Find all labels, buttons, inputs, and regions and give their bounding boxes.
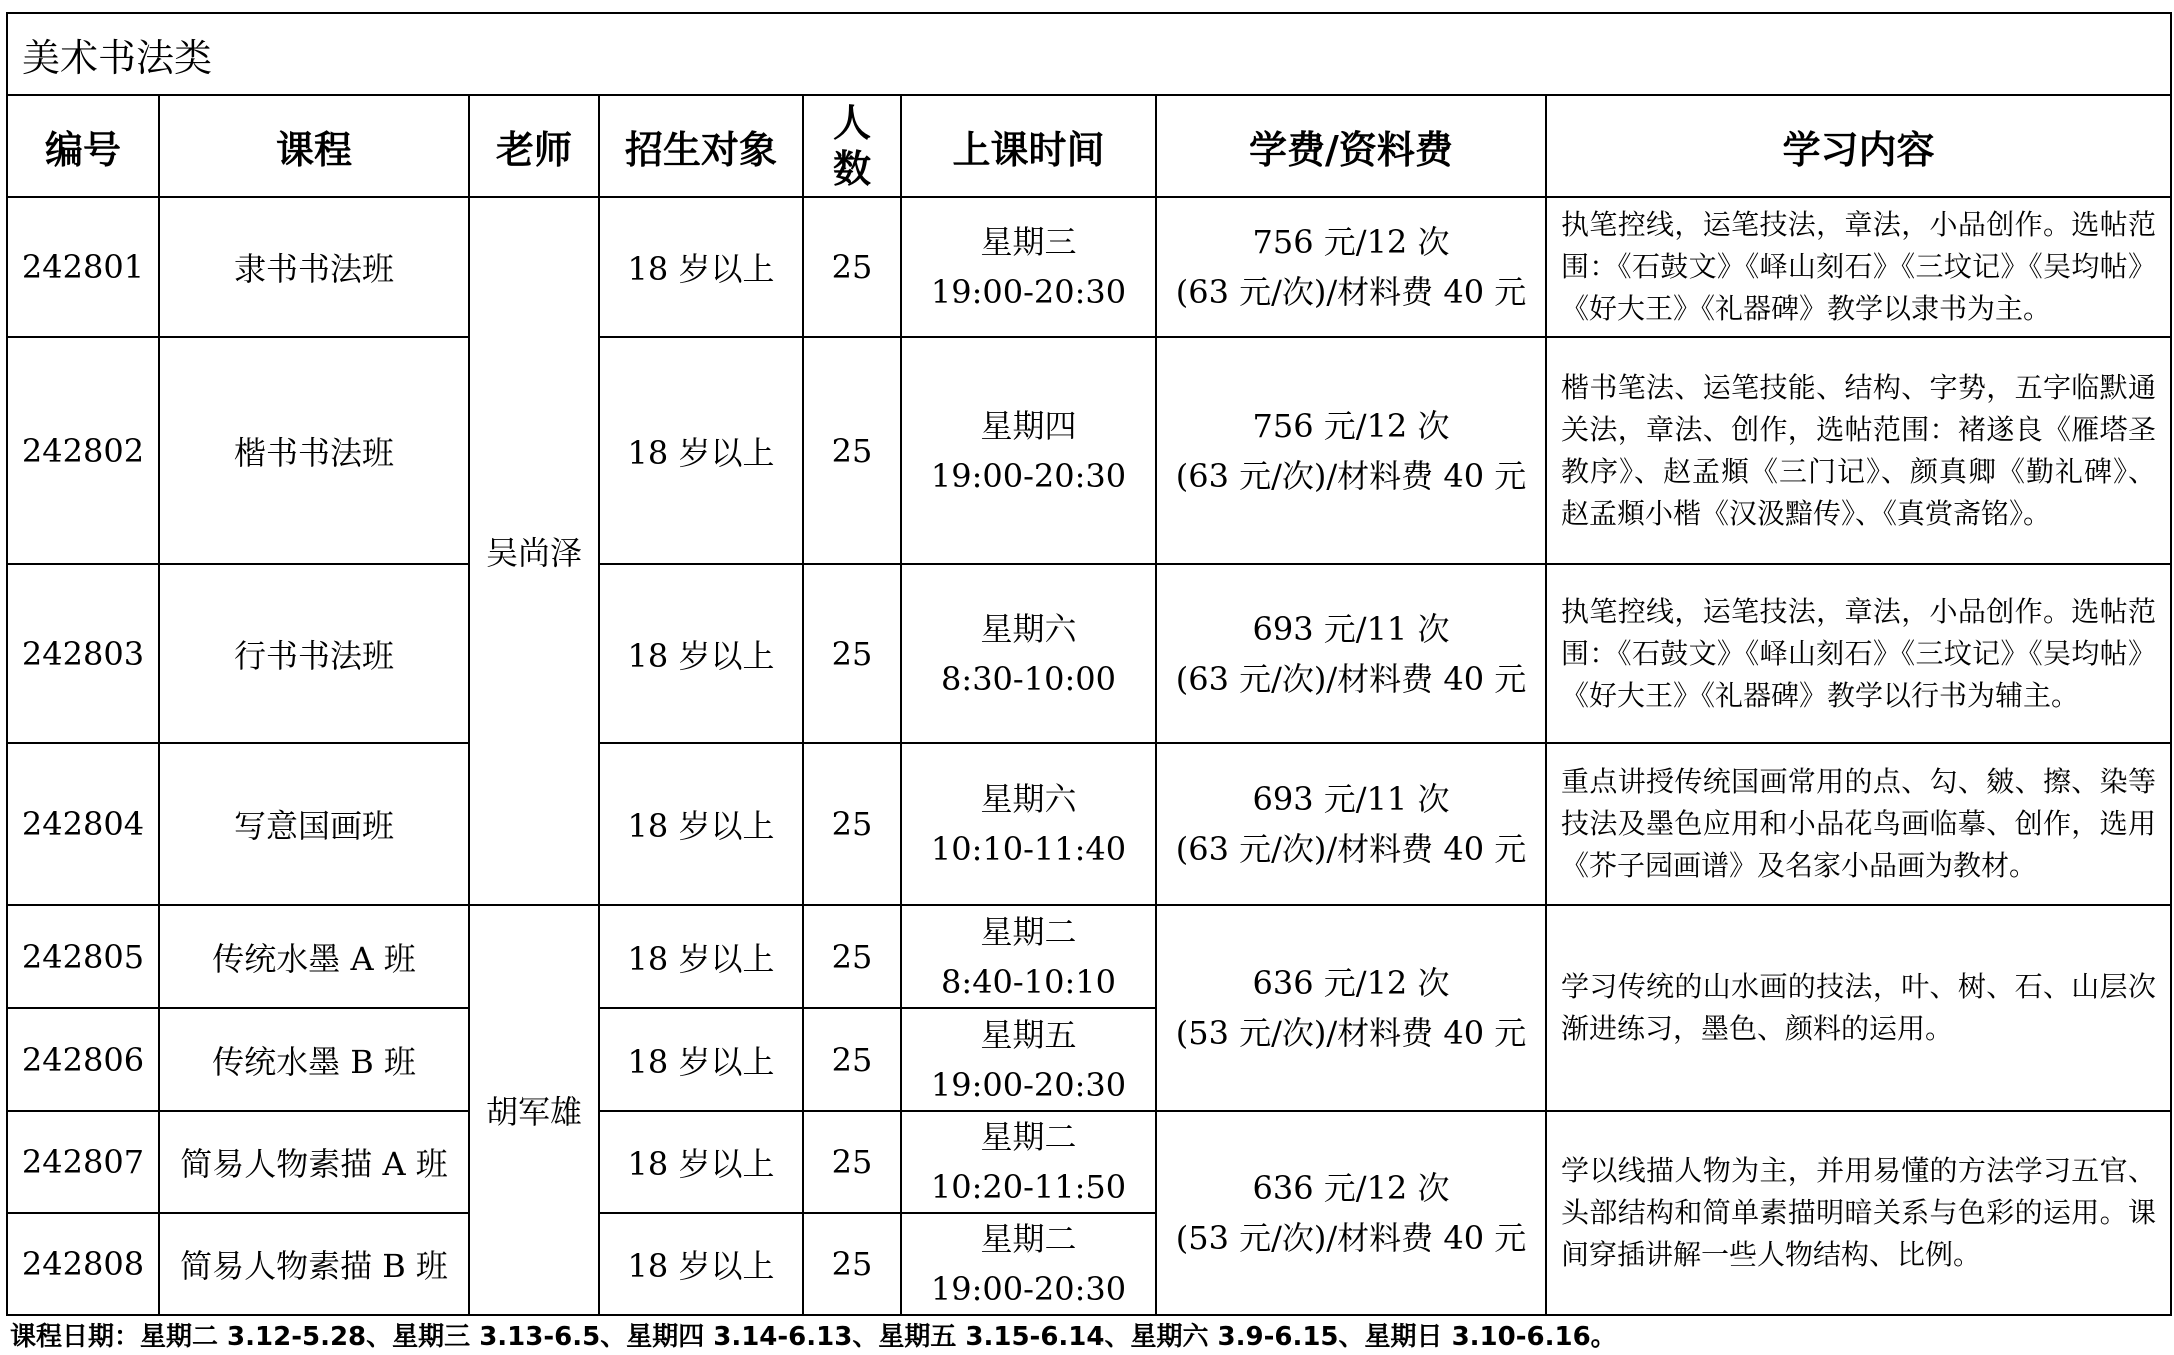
course-name: 简易人物素描 B 班	[159, 1213, 469, 1315]
course-name: 行书书法班	[159, 564, 469, 743]
header-teacher: 老师	[469, 95, 599, 197]
fee-total: 756 元/12 次	[1252, 223, 1450, 261]
class-hours: 19:00-20:30	[930, 1270, 1127, 1308]
course-name: 楷书书法班	[159, 337, 469, 564]
enroll-target: 18 岁以上	[599, 197, 803, 337]
class-day: 星期二	[980, 912, 1077, 951]
enroll-target: 18 岁以上	[599, 1008, 803, 1111]
table-row	[7, 743, 2171, 905]
header-count	[803, 95, 901, 197]
course-code: 242804	[7, 743, 159, 905]
enroll-target: 18 岁以上	[599, 1213, 803, 1315]
enroll-count: 25	[803, 564, 901, 743]
header-count-line1: 人	[832, 101, 871, 145]
course-sheet	[6, 12, 2170, 1316]
class-day: 星期二	[980, 1220, 1077, 1258]
enroll-target: 18 岁以上	[599, 337, 803, 564]
study-content: 学以线描人物为主，并用易懂的方法学习五官、头部结构和简单素描明暗关系与色彩的运用。课间穿插讲解一些人物结构、比例。	[1546, 1111, 2171, 1315]
enroll-count: 25	[803, 197, 901, 337]
study-content: 学习传统的山水画的技法，叶、树、石、山层次渐进练习，墨色、颜料的运用。	[1546, 905, 2171, 1111]
fee-cell	[1156, 564, 1546, 743]
enroll-count: 25	[803, 905, 901, 1008]
teacher-name: 胡军雄	[469, 905, 599, 1315]
fee-cell	[1156, 1111, 1546, 1315]
enroll-count: 25	[803, 337, 901, 564]
course-code: 242803	[7, 564, 159, 743]
course-name: 隶书书法班	[159, 197, 469, 337]
fee-cell	[1156, 743, 1546, 905]
enroll-count: 25	[803, 743, 901, 905]
enroll-count: 25	[803, 1111, 901, 1213]
header-content: 学习内容	[1546, 95, 2171, 197]
fee-detail: (53 元/次)/材料费 40 元	[1175, 1014, 1527, 1052]
class-hours: 19:00-20:30	[930, 273, 1127, 311]
fee-cell	[1156, 197, 1546, 337]
header-code: 编号	[7, 95, 159, 197]
fee-total: 636 元/12 次	[1252, 964, 1450, 1002]
header-course: 课程	[159, 95, 469, 197]
class-time	[901, 197, 1156, 337]
fee-cell	[1156, 337, 1546, 564]
study-content: 重点讲授传统国画常用的点、勾、皴、擦、染等技法及墨色应用和小品花鸟画临摹、创作，选用《芥子园画谱》及名家小品画为教材。	[1546, 743, 2171, 905]
header-target: 招生对象	[599, 95, 803, 197]
fee-total: 636 元/12 次	[1252, 1169, 1450, 1207]
enroll-target: 18 岁以上	[599, 564, 803, 743]
course-code: 242808	[7, 1213, 159, 1315]
table-row	[7, 1111, 2171, 1213]
fee-detail: (63 元/次)/材料费 40 元	[1175, 456, 1527, 495]
table-row	[7, 564, 2171, 743]
enroll-count: 25	[803, 1213, 901, 1315]
class-day: 星期二	[980, 1118, 1077, 1156]
class-hours: 19:00-20:30	[930, 1065, 1127, 1104]
fee-detail: (63 元/次)/材料费 40 元	[1175, 659, 1527, 698]
course-name: 传统水墨 B 班	[159, 1008, 469, 1111]
table-row	[7, 197, 2171, 337]
class-day: 星期四	[980, 406, 1077, 445]
class-time	[901, 337, 1156, 564]
course-dates-note: 课程日期：星期二 3.12-5.28、星期三 3.13-6.5、星期四 3.14-6.13、星期五 3.15-6.14、星期六 3.9-6.15、星期日 3.10-6.16。	[10, 1322, 1617, 1352]
class-time	[901, 1213, 1156, 1315]
course-table	[6, 12, 2172, 1316]
class-hours: 8:40-10:10	[941, 962, 1116, 1001]
fee-detail: (63 元/次)/材料费 40 元	[1175, 830, 1527, 868]
table-row	[7, 337, 2171, 564]
class-day: 星期六	[980, 609, 1077, 648]
fee-detail: (53 元/次)/材料费 40 元	[1175, 1219, 1527, 1257]
class-hours: 10:20-11:50	[930, 1168, 1127, 1206]
fee-cell	[1156, 905, 1546, 1111]
class-hours: 19:00-20:30	[930, 456, 1127, 495]
fee-total: 693 元/11 次	[1252, 780, 1450, 818]
class-hours: 10:10-11:40	[930, 830, 1127, 868]
course-code: 242807	[7, 1111, 159, 1213]
fee-total: 756 元/12 次	[1252, 406, 1450, 445]
class-day: 星期三	[980, 223, 1077, 261]
enroll-target: 18 岁以上	[599, 1111, 803, 1213]
class-time	[901, 1008, 1156, 1111]
class-day: 星期五	[980, 1015, 1077, 1054]
enroll-target: 18 岁以上	[599, 743, 803, 905]
enroll-count: 25	[803, 1008, 901, 1111]
course-name: 简易人物素描 A 班	[159, 1111, 469, 1213]
class-day: 星期六	[980, 780, 1077, 818]
class-time	[901, 905, 1156, 1008]
course-code: 242805	[7, 905, 159, 1008]
class-time	[901, 1111, 1156, 1213]
class-time	[901, 743, 1156, 905]
course-code: 242806	[7, 1008, 159, 1111]
header-time: 上课时间	[901, 95, 1156, 197]
table-row	[7, 905, 2171, 1008]
study-content: 执笔控线，运笔技法，章法，小品创作。选帖范围：《石鼓文》《峄山刻石》《三坟记》《吴均帖》《好大王》《礼器碑》教学以行书为辅主。	[1546, 564, 2171, 743]
header-fee: 学费/资料费	[1156, 95, 1546, 197]
course-name: 传统水墨 A 班	[159, 905, 469, 1008]
header-count-line2: 数	[832, 147, 871, 191]
study-content: 楷书笔法、运笔技能、结构、字势，五字临默通关法，章法、创作，选帖范围：褚遂良《雁塔圣教序》、赵孟頫《三门记》、颜真卿《勤礼碑》、赵孟頫小楷《汉汲黯传》、《真赏斋铭》。	[1546, 337, 2171, 564]
course-name: 写意国画班	[159, 743, 469, 905]
enroll-target: 18 岁以上	[599, 905, 803, 1008]
teacher-name: 吴尚泽	[469, 197, 599, 905]
class-time	[901, 564, 1156, 743]
course-code: 242801	[7, 197, 159, 337]
fee-total: 693 元/11 次	[1252, 609, 1450, 648]
section-title: 美术书法类	[7, 13, 2171, 95]
fee-detail: (63 元/次)/材料费 40 元	[1175, 273, 1527, 311]
course-code: 242802	[7, 337, 159, 564]
study-content: 执笔控线，运笔技法，章法，小品创作。选帖范围：《石鼓文》《峄山刻石》《三坟记》《吴均帖》《好大王》《礼器碑》教学以隶书为主。	[1546, 197, 2171, 337]
header-row	[7, 95, 2171, 197]
class-hours: 8:30-10:00	[941, 659, 1116, 698]
